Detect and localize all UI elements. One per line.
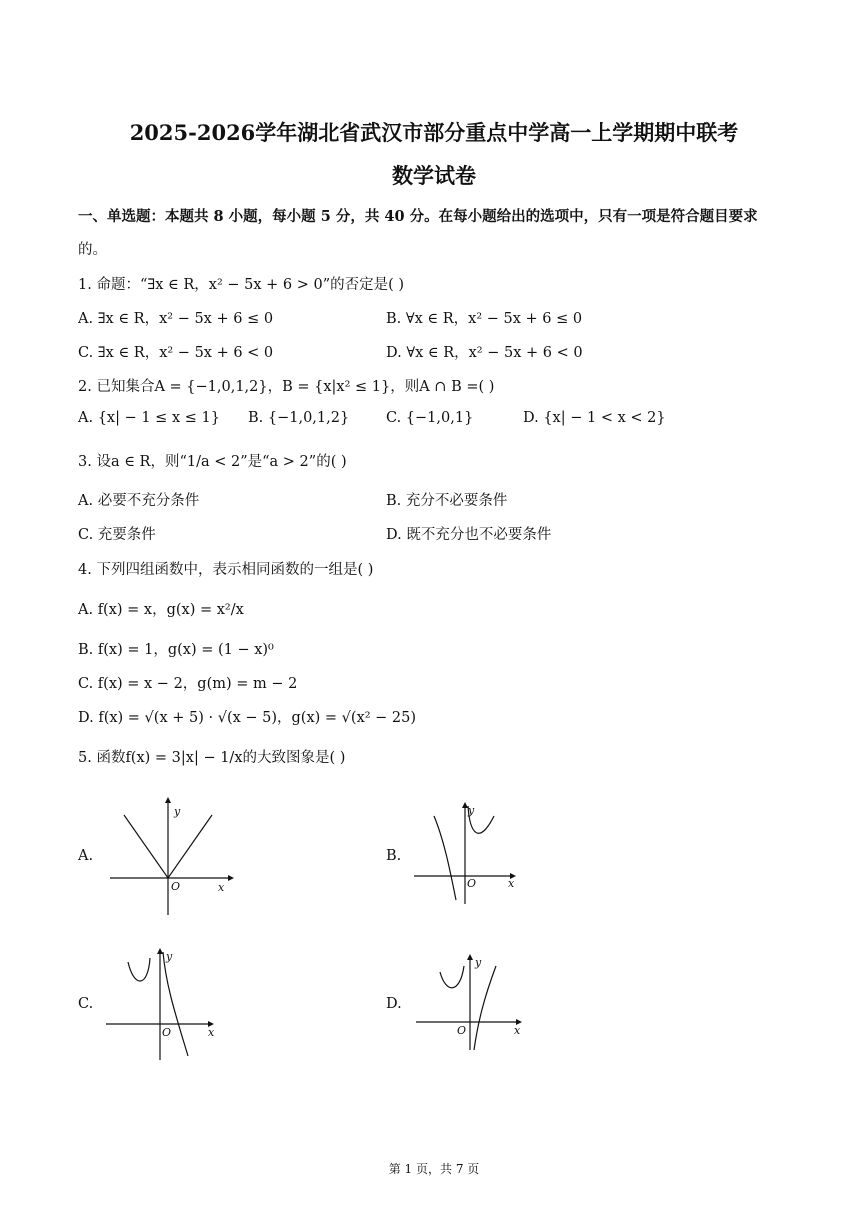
question-5-option-a: A. <box>78 848 94 864</box>
graph-b-x-label: x <box>508 877 515 890</box>
graph-d-origin: O <box>457 1024 467 1037</box>
question-4-option-c: C. f(x) = x − 2，g(m) = m − 2 <box>78 676 298 692</box>
graph-d <box>412 952 527 1057</box>
question-2-option-b: B. {−1,0,1,2} <box>248 410 350 426</box>
question-1-option-a: A. ∃x ∈ R，x² − 5x + 6 ≤ 0 <box>78 311 274 327</box>
section-heading-cont: 的。 <box>78 242 107 258</box>
graph-c-y-label: y <box>166 950 173 963</box>
graph-d-right-branch <box>474 966 496 1050</box>
graph-a-x-label: x <box>218 881 225 894</box>
question-5-option-d: D. <box>386 996 402 1012</box>
graph-c-right-branch <box>163 952 188 1056</box>
graph-b-origin: O <box>467 877 477 890</box>
paper-title: 2025-2026学年湖北省武汉市部分重点中学高一上学期期中联考 <box>129 120 739 145</box>
section-heading: 一、单选题：本题共 8 小题，每小题 5 分，共 40 分。在每小题给出的选项中，只有一项是符合题目要求 <box>78 208 758 225</box>
graph-c-y-arrow <box>157 948 163 954</box>
question-4-option-a: A. f(x) = x，g(x) = x²/x <box>78 602 244 618</box>
graph-b <box>410 800 520 905</box>
question-4-stem: 4. 下列四组函数中，表示相同函数的一组是( ) <box>78 562 374 578</box>
graph-c <box>104 946 219 1061</box>
question-3-option-b: B. 充分不必要条件 <box>386 493 508 509</box>
question-1-stem: 1. 命题：“∃x ∈ R，x² − 5x + 6 > 0”的否定是( ) <box>78 277 405 293</box>
question-3-option-d: D. 既不充分也不必要条件 <box>386 527 552 543</box>
graph-c-left-branch <box>128 958 150 981</box>
question-4-option-d: D. f(x) = √(x + 5) · √(x − 5)，g(x) = √(x² − 25) <box>78 710 417 726</box>
question-1-option-c: C. ∃x ∈ R，x² − 5x + 6 < 0 <box>78 345 274 361</box>
question-1-option-b: B. ∀x ∈ R，x² − 5x + 6 ≤ 0 <box>386 311 583 327</box>
question-4-option-b: B. f(x) = 1，g(x) = (1 − x)⁰ <box>78 642 274 658</box>
question-5-option-b: B. <box>386 848 402 864</box>
question-3-stem: 3. 设a ∈ R，则“1/a < 2”是“a > 2”的( ) <box>78 454 347 470</box>
graph-b-left-branch <box>434 816 456 900</box>
question-5-stem: 5. 函数f(x) = 3|x| − 1/x的大致图象是( ) <box>78 750 346 766</box>
question-2-option-a: A. {x| − 1 ≤ x ≤ 1} <box>78 410 220 426</box>
graph-a-origin: O <box>171 880 181 893</box>
paper-subtitle: 数学试卷 <box>392 163 476 188</box>
graph-a-x-arrow <box>228 875 234 881</box>
graph-c-origin: O <box>162 1026 172 1039</box>
graph-a-y-arrow <box>165 797 171 803</box>
question-2-stem: 2. 已知集合A = {−1,0,1,2}，B = {x|x² ≤ 1}，则A ∩ B =( ) <box>78 379 495 395</box>
question-2-option-d: D. {x| − 1 < x < 2} <box>523 410 666 426</box>
graph-d-x-label: x <box>514 1024 521 1037</box>
graph-d-y-arrow <box>467 954 473 960</box>
question-5-option-c: C. <box>78 996 94 1012</box>
graph-d-left-branch <box>440 966 464 988</box>
graph-d-y-label: y <box>475 956 482 969</box>
question-3-option-a: A. 必要不充分条件 <box>78 493 200 509</box>
graph-c-x-label: x <box>208 1026 215 1039</box>
graph-a <box>100 795 240 920</box>
graph-a-y-label: y <box>174 805 181 818</box>
graph-b-y-label: y <box>468 804 475 817</box>
question-2-option-c: C. {−1,0,1} <box>386 410 474 426</box>
page-footer: 第 1 页，共 7 页 <box>388 1162 480 1176</box>
question-3-option-c: C. 充要条件 <box>78 527 156 543</box>
question-1-option-d: D. ∀x ∈ R，x² − 5x + 6 < 0 <box>386 345 583 361</box>
